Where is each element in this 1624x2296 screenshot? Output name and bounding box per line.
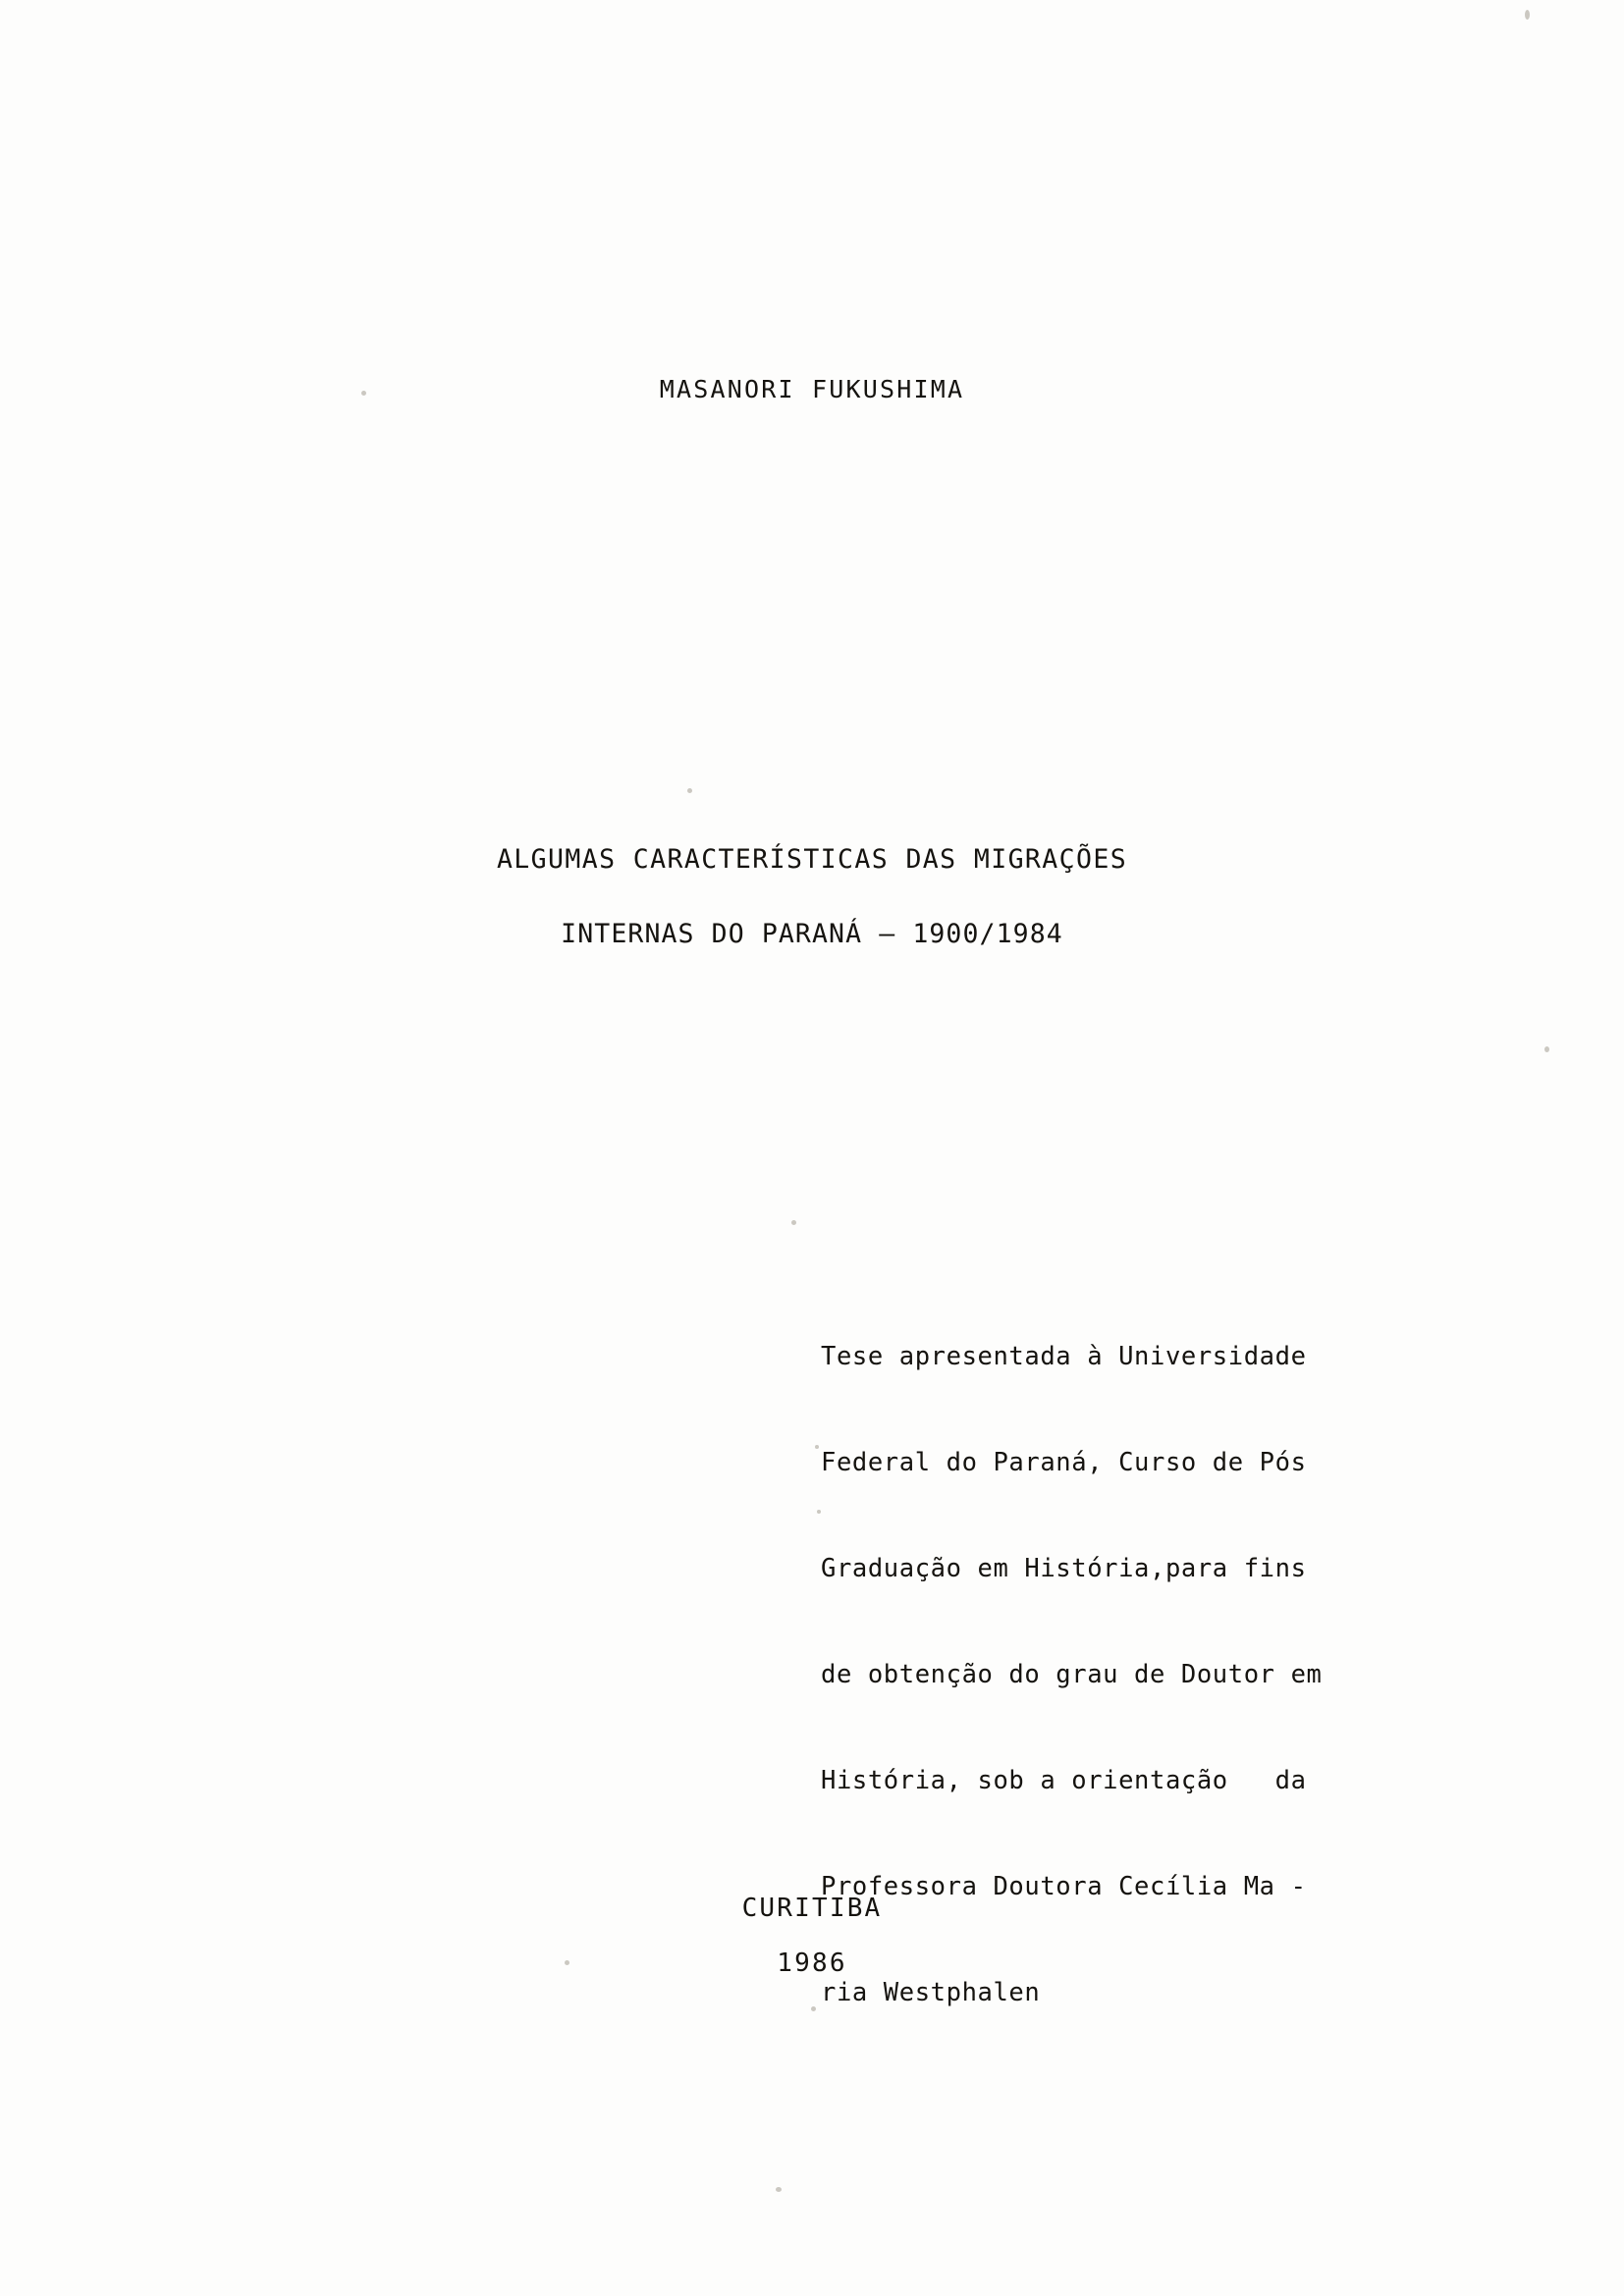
statement-line-1: Tese apresentada à Universidade [821, 1342, 1307, 1371]
publication-city: CURITIBA [741, 1894, 883, 1923]
author-name: MASANORI FUKUSHIMA [659, 375, 965, 403]
scan-speck [815, 1445, 819, 1449]
scan-speck [776, 2187, 782, 2192]
thesis-title [0, 823, 1624, 972]
scan-speck [1525, 10, 1530, 20]
statement-line-5: História, sob a orientação da [821, 1766, 1307, 1795]
statement-line-4: de obtenção do grau de Doutor em [821, 1660, 1323, 1689]
scan-speck [791, 1220, 796, 1225]
scan-speck [687, 788, 692, 793]
scan-speck [811, 2006, 816, 2011]
statement-line-6: Professora Doutora Cecília Ma - [821, 1872, 1307, 1901]
statement-line-7: ria Westphalen [821, 1978, 1041, 2007]
scan-speck [1544, 1046, 1549, 1052]
statement-line-2: Federal do Paraná, Curso de Pós [821, 1448, 1307, 1477]
publication-info [0, 1880, 1624, 1990]
publication-year: 1986 [777, 1949, 847, 1978]
title-line-1: ALGUMAS CARACTERÍSTICAS DAS MIGRAÇÕES [496, 844, 1128, 875]
statement-line-3: Graduação em História,para fins [821, 1554, 1307, 1583]
title-line-2: INTERNAS DO PARANÁ — 1900/1984 [561, 919, 1063, 949]
